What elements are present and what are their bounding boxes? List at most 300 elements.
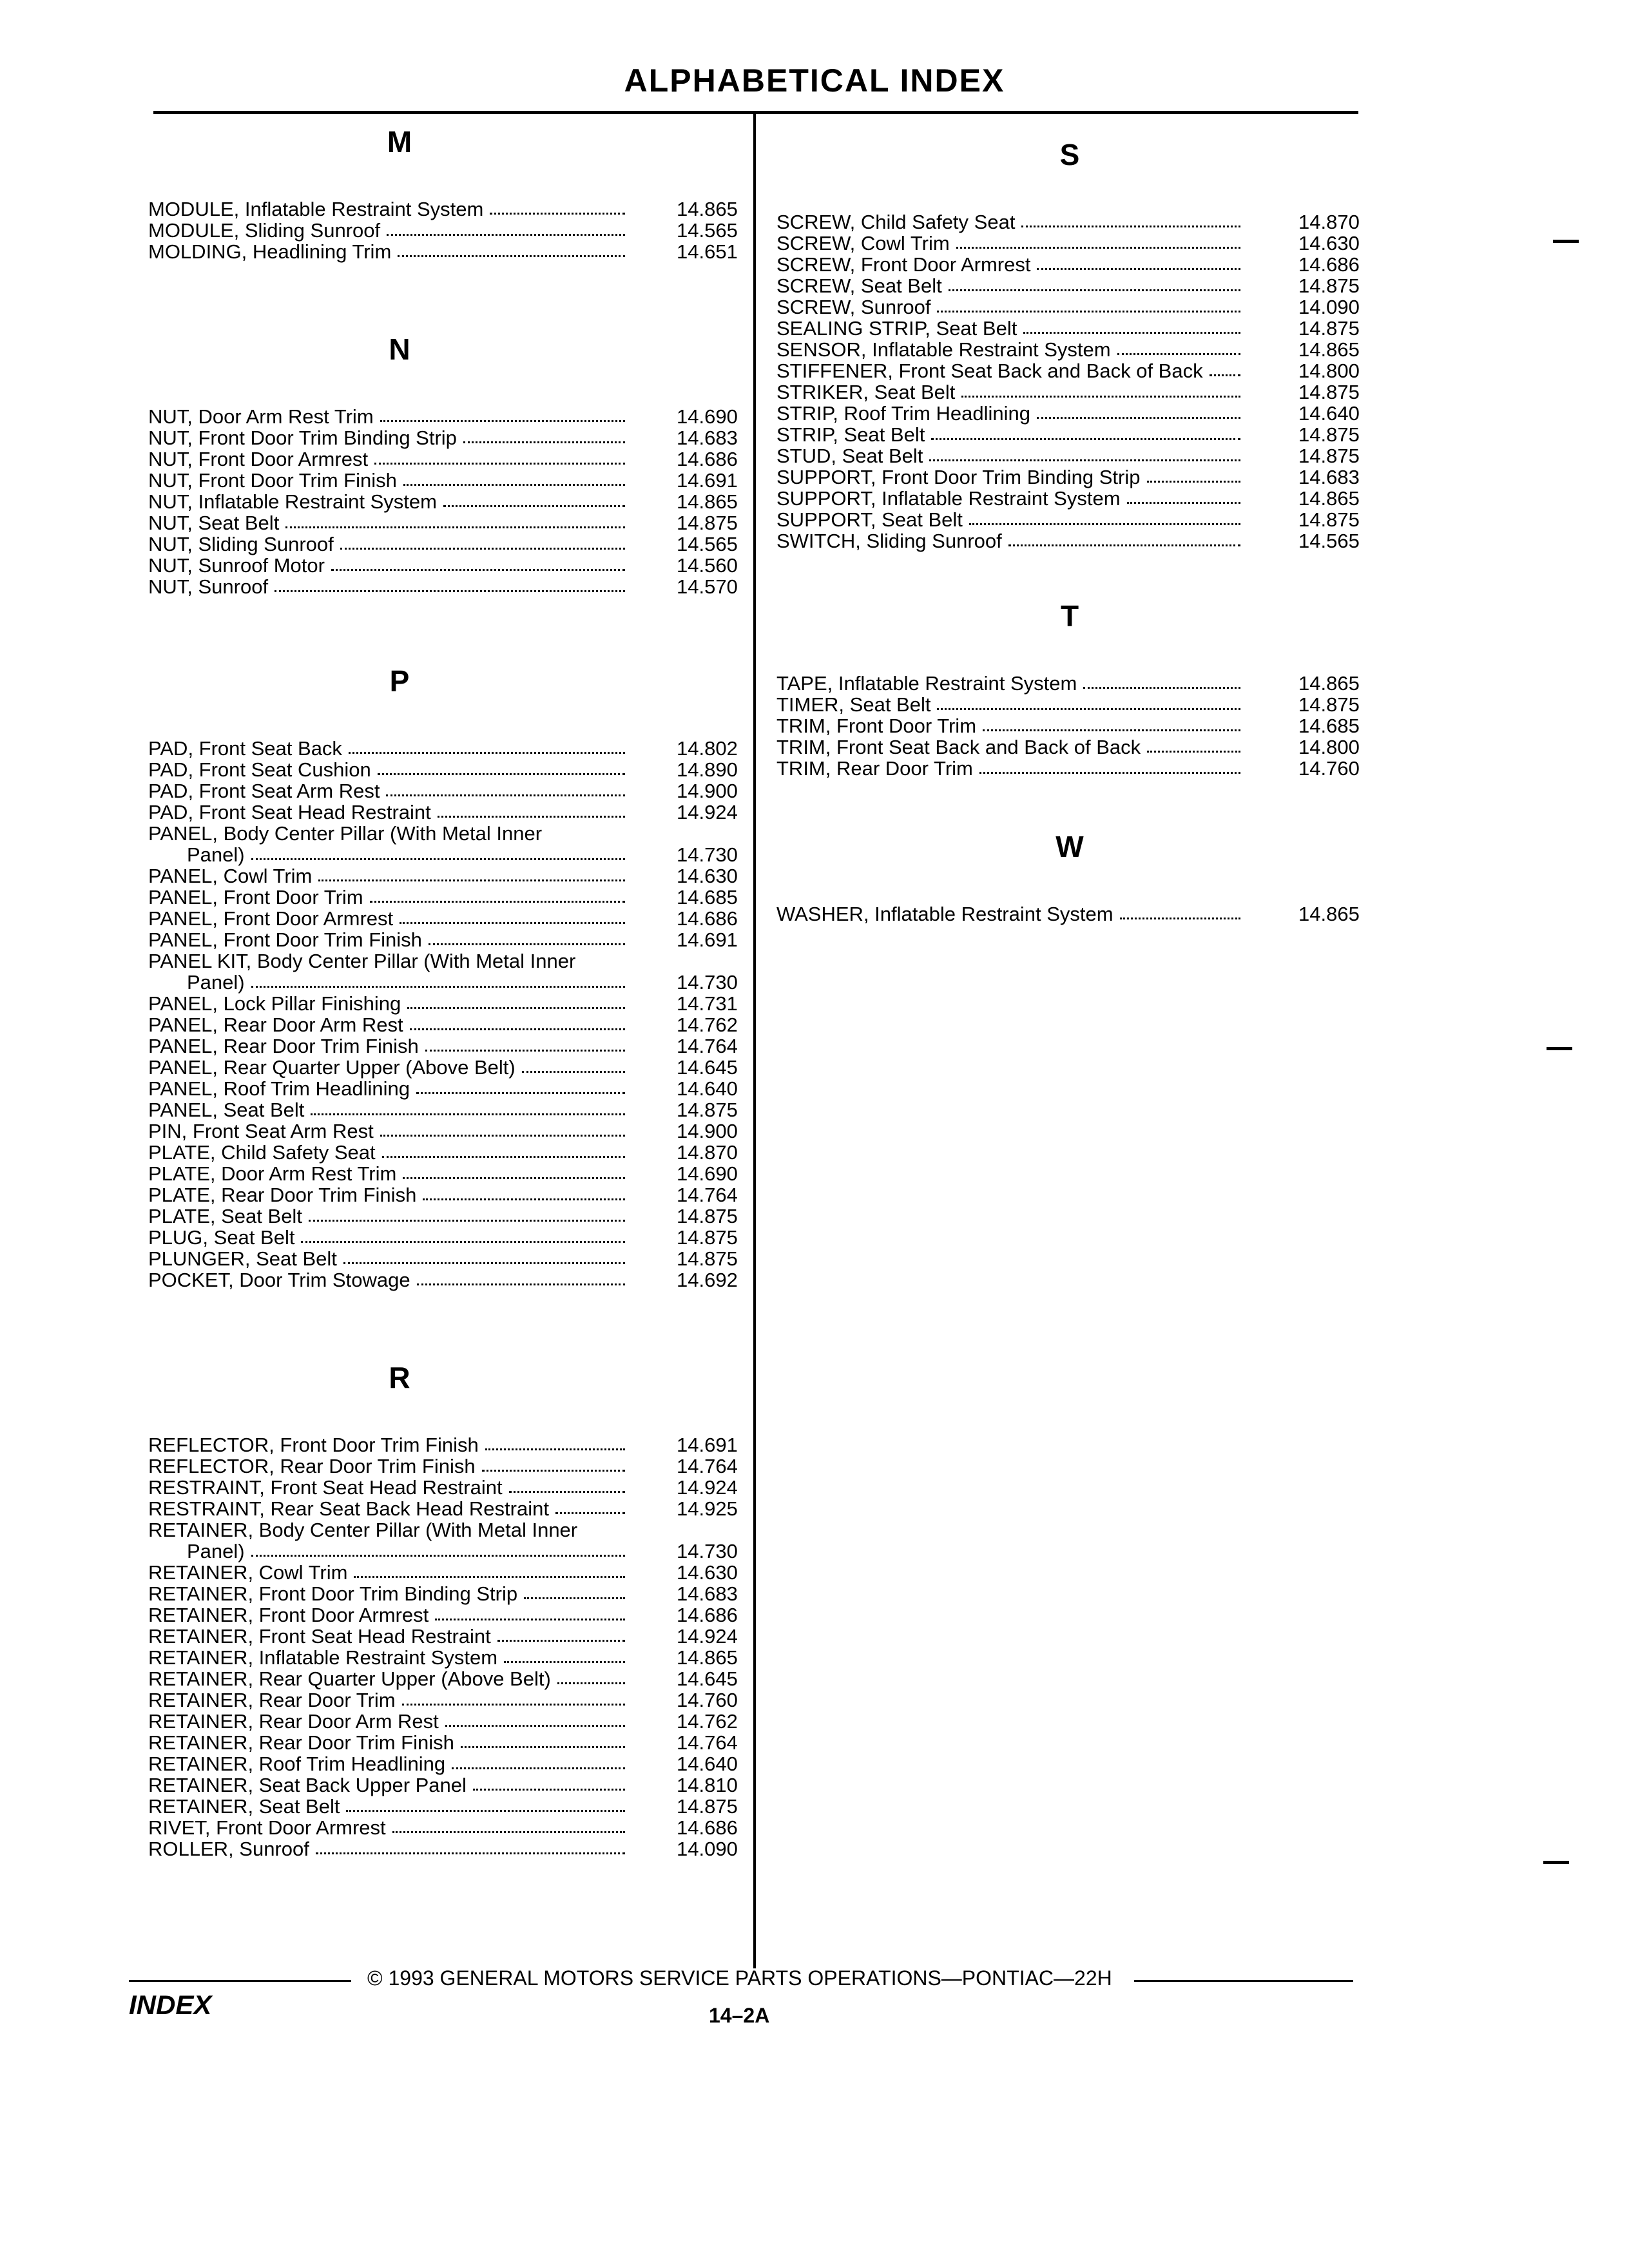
leader-dots (251, 858, 625, 860)
leader-dots (1021, 226, 1240, 227)
leader-dots (251, 986, 625, 988)
leader-dots (961, 396, 1240, 398)
index-entry (148, 1434, 747, 1456)
entry-label: STUD, Seat Belt (776, 445, 923, 467)
leader-dots (343, 1262, 625, 1264)
leader-dots (349, 752, 625, 754)
index-entry (148, 1057, 747, 1078)
leader-dots (979, 772, 1240, 774)
leader-dots (318, 879, 625, 881)
entry-label: PANEL, Body Center Pillar (With Metal Inner (148, 822, 543, 845)
leader-dots (382, 1156, 625, 1158)
entry-label: RETAINER, Rear Door Arm Rest (148, 1710, 439, 1733)
entry-label: PLATE, Door Arm Rest Trim (148, 1162, 397, 1185)
entry-page-ref: 14.731 (677, 992, 738, 1015)
column-divider (753, 113, 756, 1968)
entry-page-ref: 14.691 (677, 928, 738, 951)
margin-mark (1547, 1047, 1572, 1050)
section-letter: S (1059, 138, 1080, 171)
entry-page-ref: 14.764 (677, 1731, 738, 1754)
index-entry (148, 1774, 747, 1796)
leader-dots (482, 1470, 625, 1472)
entry-page-ref: 14.875 (1298, 423, 1360, 446)
leader-dots (1117, 353, 1240, 355)
entry-label: PLATE, Child Safety Seat (148, 1141, 376, 1164)
index-entry (148, 241, 747, 262)
entry-label: PANEL, Front Door Trim (148, 886, 363, 908)
leader-dots (410, 1028, 625, 1030)
entry-page-ref: 14.640 (1298, 402, 1360, 425)
leader-dots (402, 1704, 625, 1706)
index-entry (148, 1519, 747, 1562)
entry-page-ref: 14.686 (677, 1816, 738, 1839)
entry-label: PANEL, Front Door Trim Finish (148, 928, 422, 951)
section-letter: P (389, 664, 410, 698)
index-entry (776, 424, 1369, 445)
entry-label: PANEL, Rear Quarter Upper (Above Belt) (148, 1056, 516, 1079)
index-entry (776, 211, 1369, 233)
index-entry (148, 1035, 747, 1057)
index-entry (776, 736, 1369, 758)
entry-page-ref: 14.686 (677, 907, 738, 930)
entry-label: RETAINER, Rear Quarter Upper (Above Belt) (148, 1667, 551, 1690)
entry-page-ref: 14.764 (677, 1455, 738, 1477)
index-entry (148, 1796, 747, 1817)
index-entry (148, 1817, 747, 1838)
entry-page-ref: 14.630 (677, 1561, 738, 1584)
leader-dots (490, 213, 625, 215)
right-column (776, 135, 1369, 925)
entry-page-ref: 14.730 (677, 1540, 738, 1562)
leader-dots (380, 1135, 625, 1137)
footer-page-number: 14–2A (709, 2004, 770, 2027)
index-entry (776, 381, 1369, 403)
leader-dots (949, 289, 1240, 291)
entry-label: PANEL, Front Door Armrest (148, 907, 394, 930)
entry-label: STRIP, Roof Trim Headlining (776, 402, 1030, 425)
entry-page-ref: 14.565 (1298, 530, 1360, 552)
entry-page-ref: 14.870 (677, 1141, 738, 1164)
entry-page-ref: 14.865 (1298, 487, 1360, 510)
index-entry (776, 318, 1369, 339)
index-entry (776, 339, 1369, 360)
leader-dots (316, 1852, 625, 1854)
entry-label-continuation: Panel) (187, 971, 245, 994)
entry-page-ref: 14.890 (677, 758, 738, 781)
leader-dots (969, 523, 1240, 525)
entry-label: RETAINER, Rear Door Trim (148, 1689, 396, 1711)
entry-label: SCREW, Child Safety Seat (776, 211, 1016, 233)
leader-dots (301, 1241, 625, 1243)
entry-page-ref: 14.875 (1298, 445, 1360, 467)
entry-label: PIN, Front Seat Arm Rest (148, 1120, 374, 1142)
entry-label: SUPPORT, Seat Belt (776, 508, 963, 531)
index-entry (148, 1163, 747, 1184)
entry-label: SCREW, Front Door Armrest (776, 253, 1031, 276)
index-section-t (776, 597, 1369, 779)
leader-dots (937, 708, 1240, 710)
entry-page-ref: 14.875 (1298, 381, 1360, 403)
leader-dots (485, 1448, 625, 1450)
entry-label: PAD, Front Seat Head Restraint (148, 801, 431, 823)
leader-dots (461, 1746, 625, 1748)
entry-label: SEALING STRIP, Seat Belt (776, 317, 1017, 340)
leader-dots (557, 1682, 625, 1684)
entry-page-ref: 14.565 (677, 533, 738, 555)
index-entry (148, 1078, 747, 1099)
entry-label: TRIM, Front Seat Back and Back of Back (776, 736, 1141, 758)
leader-dots (473, 1789, 625, 1791)
index-entry (148, 1498, 747, 1519)
index-entry (148, 738, 747, 759)
index-entry (148, 198, 747, 220)
index-entry (148, 1014, 747, 1035)
section-letter: W (1055, 830, 1084, 863)
leader-dots (463, 441, 625, 443)
entry-list (148, 198, 747, 262)
entry-label: RETAINER, Front Seat Head Restraint (148, 1625, 491, 1648)
entry-page-ref: 14.865 (677, 490, 738, 513)
leader-dots (438, 816, 625, 818)
entry-label: RESTRAINT, Rear Seat Back Head Restraint (148, 1497, 549, 1520)
leader-dots (392, 1831, 625, 1833)
index-entry (148, 1120, 747, 1142)
entry-list (148, 738, 747, 1291)
entry-page-ref: 14.760 (1298, 757, 1360, 780)
index-entry (148, 929, 747, 950)
section-letter: M (387, 125, 412, 159)
index-entry (148, 823, 747, 865)
leader-dots (929, 459, 1240, 461)
leader-dots (311, 1113, 625, 1115)
entry-label: REFLECTOR, Rear Door Trim Finish (148, 1455, 476, 1477)
header-rule (153, 111, 1358, 114)
entry-page-ref: 14.691 (677, 469, 738, 492)
index-entry (148, 1184, 747, 1206)
entry-label: PANEL KIT, Body Center Pillar (With Metal Inner (148, 950, 576, 972)
leader-dots (1083, 687, 1240, 689)
index-entry (148, 555, 747, 576)
index-entry (148, 1689, 747, 1711)
index-entry (148, 1269, 747, 1291)
entry-page-ref: 14.762 (677, 1014, 738, 1036)
entry-label: TRIM, Front Door Trim (776, 715, 977, 737)
index-entry (148, 427, 747, 448)
entry-page-ref: 14.565 (677, 219, 738, 242)
entry-page-ref: 14.800 (1298, 736, 1360, 758)
entry-page-ref: 14.924 (677, 801, 738, 823)
leader-dots (400, 922, 625, 924)
entry-label: PANEL, Lock Pillar Finishing (148, 992, 401, 1015)
entry-label: RETAINER, Body Center Pillar (With Metal Inner (148, 1519, 578, 1541)
leader-dots (1147, 751, 1240, 753)
index-entry (148, 1248, 747, 1269)
entry-label: NUT, Door Arm Rest Trim (148, 405, 374, 428)
leader-dots (452, 1767, 625, 1769)
entry-label: RIVET, Front Door Armrest (148, 1816, 386, 1839)
leader-dots (504, 1661, 625, 1663)
entry-label: NUT, Sunroof (148, 575, 269, 598)
entry-label: SUPPORT, Front Door Trim Binding Strip (776, 466, 1141, 488)
index-entry (148, 1456, 747, 1477)
leader-dots (354, 1576, 625, 1578)
entry-page-ref: 14.875 (677, 1795, 738, 1818)
entry-page-ref: 14.800 (1298, 360, 1360, 382)
entry-label: TRIM, Rear Door Trim (776, 757, 973, 780)
leader-dots (1037, 268, 1240, 270)
entry-label: PANEL, Rear Door Trim Finish (148, 1035, 419, 1057)
entry-label: RESTRAINT, Front Seat Head Restraint (148, 1476, 503, 1499)
index-section-r (148, 1358, 747, 1860)
entry-page-ref: 14.875 (677, 1205, 738, 1227)
entry-page-ref: 14.875 (1298, 274, 1360, 297)
entry-page-ref: 14.645 (677, 1667, 738, 1690)
entry-label: SCREW, Sunroof (776, 296, 931, 318)
entry-page-ref: 14.685 (677, 886, 738, 908)
entry-page-ref: 14.690 (677, 1162, 738, 1185)
index-entry (148, 448, 747, 470)
index-entry (148, 887, 747, 908)
entry-label: RETAINER, Seat Belt (148, 1795, 340, 1818)
entry-page-ref: 14.090 (677, 1838, 738, 1860)
entry-label: MODULE, Sliding Sunroof (148, 219, 381, 242)
leader-dots (1147, 481, 1241, 483)
entry-label: SENSOR, Inflatable Restraint System (776, 338, 1111, 361)
leader-dots (403, 1177, 625, 1179)
index-entry (776, 488, 1369, 509)
index-entry (148, 1838, 747, 1860)
index-entry (148, 780, 747, 802)
entry-page-ref: 14.925 (677, 1497, 738, 1520)
index-entry (148, 1206, 747, 1227)
entry-page-ref: 14.875 (1298, 693, 1360, 716)
index-entry (148, 1604, 747, 1626)
entry-label: NUT, Seat Belt (148, 512, 280, 534)
entry-label: SCREW, Cowl Trim (776, 232, 950, 255)
leader-dots (1120, 918, 1240, 919)
index-section-w (776, 827, 1369, 925)
entry-label: STRIKER, Seat Belt (776, 381, 956, 403)
entry-label: PAD, Front Seat Arm Rest (148, 780, 380, 802)
leader-dots (425, 1050, 625, 1052)
leader-dots (1037, 417, 1240, 419)
index-entry (776, 275, 1369, 296)
index-entry (776, 758, 1369, 779)
index-entry (776, 403, 1369, 424)
entry-label: NUT, Sliding Sunroof (148, 533, 334, 555)
index-entry (148, 1647, 747, 1668)
entry-page-ref: 14.870 (1298, 211, 1360, 233)
entry-label: PLATE, Rear Door Trim Finish (148, 1184, 417, 1206)
entry-page-ref: 14.900 (677, 780, 738, 802)
entry-page-ref: 14.683 (677, 427, 738, 449)
entry-page-ref: 14.875 (1298, 317, 1360, 340)
index-section-m (148, 122, 747, 262)
index-entry (776, 233, 1369, 254)
index-entry (148, 1626, 747, 1647)
entry-list (776, 211, 1369, 552)
entry-label: NUT, Sunroof Motor (148, 554, 325, 577)
entry-page-ref: 14.900 (677, 1120, 738, 1142)
entry-label: PLATE, Seat Belt (148, 1205, 302, 1227)
leader-dots (522, 1071, 625, 1073)
entry-page-ref: 14.865 (1298, 672, 1360, 695)
entry-label: PAD, Front Seat Cushion (148, 758, 371, 781)
entry-page-ref: 14.651 (677, 240, 738, 263)
entry-label: POCKET, Door Trim Stowage (148, 1269, 410, 1291)
entry-label: TIMER, Seat Belt (776, 693, 931, 716)
leader-dots (387, 234, 625, 236)
entry-page-ref: 14.760 (677, 1689, 738, 1711)
entry-label: NUT, Front Door Trim Binding Strip (148, 427, 457, 449)
leader-dots (378, 773, 625, 775)
index-entry (148, 1142, 747, 1163)
leader-dots (374, 463, 625, 465)
index-entry (148, 1099, 747, 1120)
leader-dots (445, 1725, 625, 1727)
leader-dots (1023, 332, 1240, 334)
index-entry (776, 509, 1369, 530)
entry-list (776, 673, 1369, 779)
leader-dots (423, 1198, 625, 1200)
section-letter: T (1060, 599, 1079, 633)
index-section-s (776, 135, 1369, 552)
entry-list (148, 406, 747, 597)
left-column (148, 122, 747, 1860)
entry-page-ref: 14.690 (677, 405, 738, 428)
leader-dots (435, 1619, 625, 1620)
entry-page-ref: 14.865 (1298, 338, 1360, 361)
entry-page-ref: 14.630 (677, 865, 738, 887)
index-entry (776, 715, 1369, 736)
leader-dots (1210, 374, 1240, 376)
entry-page-ref: 14.924 (677, 1625, 738, 1648)
entry-page-ref: 14.730 (677, 971, 738, 994)
entry-page-ref: 14.865 (677, 198, 738, 220)
entry-page-ref: 14.875 (677, 512, 738, 534)
index-entry (148, 1477, 747, 1498)
entry-page-ref: 14.645 (677, 1056, 738, 1079)
leader-dots (386, 794, 625, 796)
leader-dots (416, 1092, 625, 1094)
entry-label: ROLLER, Sunroof (148, 1838, 309, 1860)
index-entry (776, 296, 1369, 318)
entry-label: MOLDING, Headlining Trim (148, 240, 392, 263)
entry-page-ref: 14.691 (677, 1434, 738, 1456)
entry-page-ref: 14.810 (677, 1774, 738, 1796)
leader-dots (346, 1810, 625, 1812)
leader-dots (1008, 544, 1240, 546)
entry-label: WASHER, Inflatable Restraint System (776, 903, 1113, 925)
entry-page-ref: 14.640 (677, 1753, 738, 1775)
entry-label: SWITCH, Sliding Sunroof (776, 530, 1002, 552)
leader-dots (398, 255, 625, 257)
index-entry (148, 1583, 747, 1604)
entry-label: STRIP, Seat Belt (776, 423, 925, 446)
entry-label: PAD, Front Seat Back (148, 737, 342, 760)
leader-dots (429, 943, 625, 945)
leader-dots (417, 1283, 625, 1285)
leader-dots (1127, 502, 1240, 504)
entry-label-continuation: Panel) (187, 843, 245, 866)
entry-list (148, 1434, 747, 1860)
index-entry (148, 1753, 747, 1774)
leader-dots (340, 548, 625, 550)
margin-mark (1553, 240, 1579, 243)
index-entry (776, 694, 1369, 715)
entry-page-ref: 14.730 (677, 843, 738, 866)
entry-label: PLUNGER, Seat Belt (148, 1247, 337, 1270)
entry-label: RETAINER, Seat Back Upper Panel (148, 1774, 467, 1796)
leader-dots (931, 438, 1240, 440)
leader-dots (555, 1512, 625, 1514)
entry-page-ref: 14.686 (1298, 253, 1360, 276)
index-entry (776, 903, 1369, 925)
entry-label: NUT, Front Door Armrest (148, 448, 369, 470)
entry-label: RETAINER, Rear Door Trim Finish (148, 1731, 454, 1754)
footer-copyright: © 1993 GENERAL MOTORS SERVICE PARTS OPERATIONS—PONTIAC—22H (367, 1966, 1112, 1990)
index-entry (148, 908, 747, 929)
entry-label: RETAINER, Front Door Armrest (148, 1604, 429, 1626)
leader-dots (509, 1491, 625, 1493)
entry-page-ref: 14.764 (677, 1184, 738, 1206)
index-entry (148, 512, 747, 533)
entry-label: NUT, Inflatable Restraint System (148, 490, 437, 513)
entry-page-ref: 14.762 (677, 1710, 738, 1733)
leader-dots (285, 526, 625, 528)
index-entry (148, 533, 747, 555)
entry-label: PANEL, Rear Door Arm Rest (148, 1014, 403, 1036)
index-entry (148, 1227, 747, 1248)
leader-dots (309, 1220, 625, 1222)
index-entry (776, 673, 1369, 694)
index-entry (148, 865, 747, 887)
index-entry (148, 1711, 747, 1732)
section-letter: N (389, 332, 410, 366)
index-entry (148, 950, 747, 993)
footer-rule-left (129, 1980, 351, 1982)
entry-page-ref: 14.640 (677, 1077, 738, 1100)
index-entry (148, 993, 747, 1014)
entry-label: RETAINER, Cowl Trim (148, 1561, 348, 1584)
leader-dots (331, 569, 625, 571)
leader-dots (497, 1640, 625, 1642)
index-entry (148, 220, 747, 241)
leader-dots (275, 590, 625, 592)
leader-dots (983, 729, 1240, 731)
entry-label: PANEL, Cowl Trim (148, 865, 313, 887)
entry-label: TAPE, Inflatable Restraint System (776, 672, 1077, 695)
entry-page-ref: 14.764 (677, 1035, 738, 1057)
entry-label: RETAINER, Inflatable Restraint System (148, 1646, 498, 1669)
index-entry (776, 466, 1369, 488)
entry-label: PLUG, Seat Belt (148, 1226, 295, 1249)
leader-dots (380, 420, 625, 422)
entry-page-ref: 14.685 (1298, 715, 1360, 737)
index-entry (776, 254, 1369, 275)
entry-page-ref: 14.683 (677, 1582, 738, 1605)
index-entry (148, 491, 747, 512)
entry-label: NUT, Front Door Trim Finish (148, 469, 397, 492)
entry-page-ref: 14.875 (677, 1226, 738, 1249)
entry-list (776, 903, 1369, 925)
index-entry (776, 530, 1369, 552)
section-letter: R (389, 1361, 410, 1394)
index-entry (148, 1668, 747, 1689)
entry-page-ref: 14.875 (677, 1099, 738, 1121)
index-entry (148, 1562, 747, 1583)
footer-section-label: INDEX (129, 1990, 212, 2020)
